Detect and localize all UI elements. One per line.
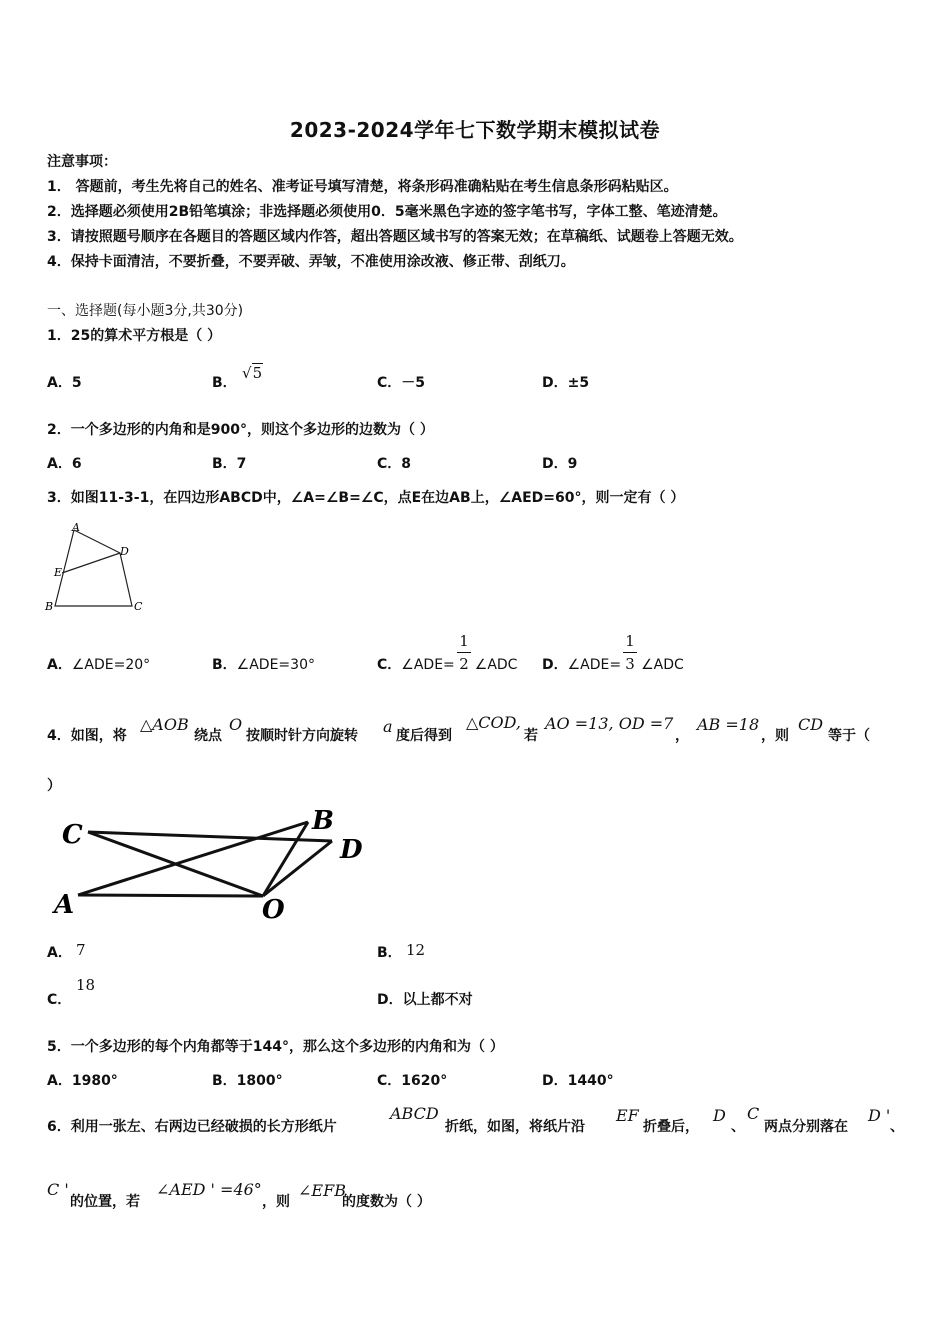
q6-stem-part: 、 <box>731 1119 745 1135</box>
q4-stem-part: ， <box>675 728 689 744</box>
q6-stem-part: 两点分别落在 <box>764 1119 848 1135</box>
q4-label-c: C <box>62 820 83 850</box>
q6-stem-part: 的度数为（ ） <box>342 1194 431 1210</box>
q6-stem-part: ，则 <box>262 1194 290 1210</box>
q2-option-b: B．7 <box>212 456 247 472</box>
notice-item: 4．保持卡面清洁，不要折叠，不要弄破、弄皱，不准使用涂改液、修正带、刮纸刀。 <box>47 254 575 270</box>
q1-option-a: A．5 <box>47 375 82 391</box>
q4-triangle-cod: △COD, <box>466 713 522 732</box>
q4-rotation-figure <box>50 805 380 925</box>
q3-quadrilateral-figure <box>40 520 150 620</box>
q4-stem-part: 等于（ <box>828 728 870 744</box>
q4-cd: CD <box>798 715 824 734</box>
q4-stem-part: 若 <box>524 728 538 744</box>
q4-stem-part: 度后得到 <box>396 728 452 744</box>
q4-stem-part: 按顺时针方向旋转 <box>246 728 358 744</box>
notice-item: 3．请按照题号顺序在各题目的答题区域内作答，超出答题区域书写的答案无效；在草稿纸、试题卷上答题无效。 <box>47 229 743 245</box>
q6-angle-aed-prime: ∠AED ' =46° <box>156 1180 262 1199</box>
q4-option-a-label: A． <box>47 945 72 961</box>
q5-option-a: A．1980° <box>47 1073 118 1089</box>
q6-line-ef: EF <box>616 1106 639 1125</box>
section-heading: 一、选择题(每小题3分,共30分) <box>47 303 244 319</box>
q4-conditions: AO =13, OD =7 <box>545 714 674 733</box>
q3-option-a: A．∠ADE=20° <box>47 657 151 673</box>
q2-option-d: D．9 <box>542 456 578 472</box>
q1-option-b-label: B． <box>212 375 237 391</box>
q4-option-b-label: B． <box>377 945 402 961</box>
q1-option-c: C．－5 <box>377 375 426 391</box>
q6-stem-part: 折纸，如图，将纸片沿 <box>445 1119 585 1135</box>
q3-label-e: E <box>54 566 63 579</box>
notice-item: 1． 答题前，考生先将自己的姓名、准考证号填写清楚，将条形码准确粘贴在考生信息条形码粘贴区。 <box>47 179 678 195</box>
q2-option-c: C．8 <box>377 456 412 472</box>
q3-segment-ed <box>62 553 120 573</box>
q4-stem-close: ） <box>47 778 61 794</box>
q1-option-d: D．±5 <box>542 375 590 391</box>
q5-option-d: D．1440° <box>542 1073 614 1089</box>
notice-heading: 注意事项： <box>47 154 117 170</box>
q4-segment-co <box>88 832 263 896</box>
q4-label-d: D <box>340 835 363 865</box>
q6-point-c: C <box>747 1104 760 1123</box>
q5-stem: 5．一个多边形的每个内角都等于144°，那么这个多边形的内角和为（ ） <box>47 1039 504 1055</box>
q3-label-d: D <box>120 545 129 558</box>
q4-option-c-value: 18 <box>76 976 96 994</box>
q5-option-b: B．1800° <box>212 1073 283 1089</box>
q4-stem-part: ，则 <box>761 728 789 744</box>
q1-stem: 1．25的算术平方根是（ ） <box>47 328 222 344</box>
q4-stem-part: 4．如图，将 <box>47 728 127 744</box>
page-title: 2023-2024学年七下数学期末模拟试卷 <box>289 118 661 142</box>
q4-segment-cd <box>88 832 332 841</box>
q6-stem-part: 的位置，若 <box>70 1194 140 1210</box>
q6-stem-part: 、 <box>890 1119 904 1135</box>
q2-stem: 2．一个多边形的内角和是900°，则这个多边形的边数为（ ） <box>47 422 434 438</box>
q4-label-b: B <box>312 806 334 836</box>
q4-option-c-label: C． <box>47 992 72 1008</box>
q4-segment-ao <box>78 895 263 896</box>
q4-label-o: O <box>262 895 285 925</box>
q6-stem-part: 折叠后， <box>643 1119 699 1135</box>
q4-label-a: A <box>54 890 75 920</box>
q3-figure-outline <box>55 530 132 606</box>
q3-option-d-fraction: 1 3 <box>623 632 637 673</box>
q3-label-b: B <box>45 600 54 613</box>
q6-rect-abcd: ABCD <box>390 1104 439 1123</box>
q4-point-o: O <box>229 715 243 734</box>
q6-point-d-prime: D ' <box>868 1106 891 1125</box>
q1-option-b-value: √5 <box>242 364 263 382</box>
q4-stem-part: 绕点 <box>194 728 222 744</box>
q4-ab-length: AB =18 <box>697 715 760 734</box>
q6-point-c-prime: C ' <box>47 1180 69 1199</box>
q2-option-a: A．6 <box>47 456 82 472</box>
q4-segment-od <box>263 841 332 896</box>
q3-label-a: A <box>72 521 80 534</box>
q3-option-c-fraction: 1 2 <box>457 632 471 673</box>
q4-option-d: D．以上都不对 <box>377 992 473 1008</box>
q3-option-b: B．∠ADE=30° <box>212 657 315 673</box>
q4-option-b-value: 12 <box>406 941 426 959</box>
q6-stem-part: 6．利用一张左、右两边已经破损的长方形纸片 <box>47 1119 337 1135</box>
notice-item: 2．选择题必须使用2B铅笔填涂；非选择题必须使用0．5毫米黑色字迹的签字笔书写，字体工整、笔迹清楚。 <box>47 204 727 220</box>
q4-angle-a: a <box>383 717 393 736</box>
q3-option-c: C．∠ADE= ∠ADC <box>377 657 518 673</box>
q5-option-c: C．1620° <box>377 1073 448 1089</box>
q4-triangle-aob: △AOB <box>140 715 189 734</box>
q3-stem: 3．如图11-3-1，在四边形ABCD中，∠A=∠B=∠C，点E在边AB上，∠AED=60°，则一定有（ ） <box>47 490 685 506</box>
q6-point-d: D <box>713 1106 726 1125</box>
q4-option-a-value: 7 <box>76 941 86 959</box>
q3-option-d: D．∠ADE= ∠ADC <box>542 657 684 673</box>
q3-label-c: C <box>134 600 143 613</box>
q6-angle-efb: ∠EFB <box>298 1181 346 1200</box>
